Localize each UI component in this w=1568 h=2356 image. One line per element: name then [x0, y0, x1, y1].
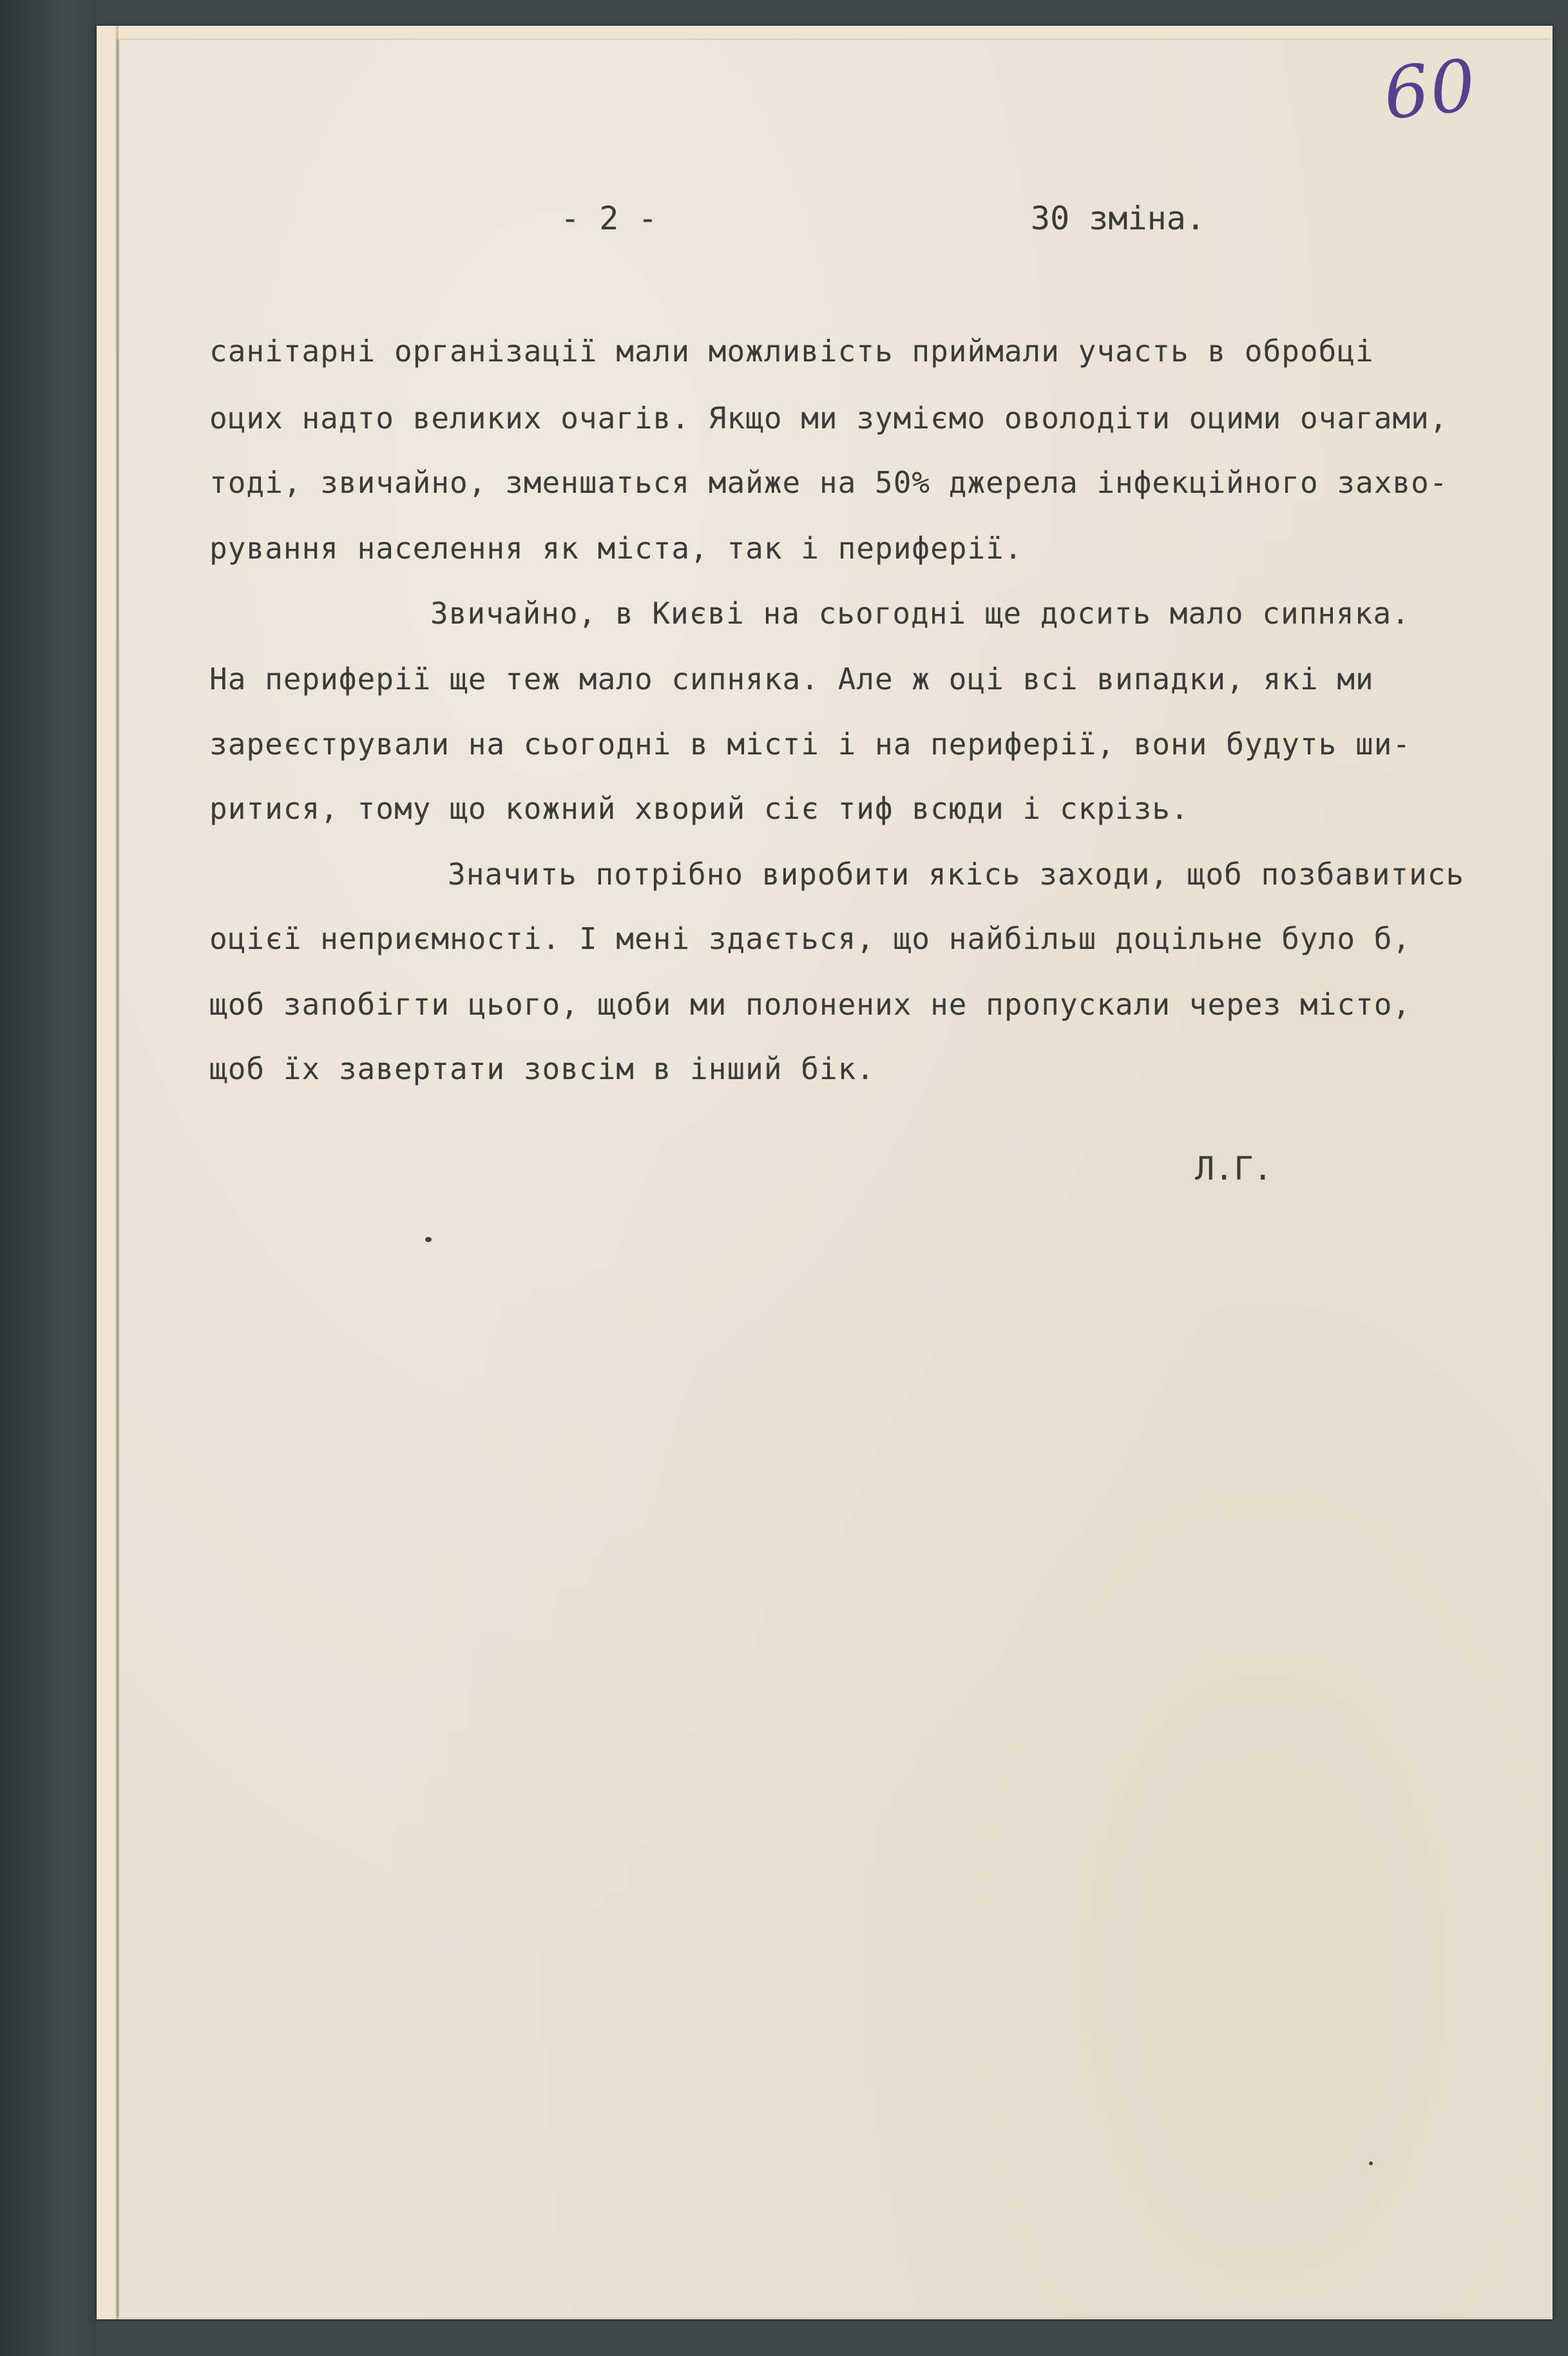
text-line: зареєстрували на сьогодні в місті і на периферії, вони будуть ши- — [209, 727, 1411, 761]
text-line: щоб запобігти цього, щоби ми полонених не пропускали через місто, — [209, 987, 1411, 1022]
text-line: Звичайно, в Києві на сьогодні ще досить мало сипняка. — [430, 596, 1410, 631]
text-line: санітарні організації мали можливість приймали участь в обробці — [209, 334, 1374, 369]
background-edge — [0, 0, 97, 2356]
page-spine — [116, 26, 119, 2319]
folio-number: 60 — [1379, 43, 1481, 136]
text-line: тоді, звичайно, зменшаться майже на 50% джерела інфекційного захво- — [209, 465, 1448, 500]
text-line: щоб їх завертати зовсім в інший бік. — [209, 1051, 875, 1086]
paper-speck — [425, 1237, 432, 1242]
text-line: На периферії ще теж мало сипняка. Але ж оці всі випадки, які ми — [209, 662, 1374, 696]
signature-initials: Л.Г. — [1195, 1150, 1273, 1187]
paper-speck — [1369, 2161, 1373, 2165]
text-line: оцих надто великих очагів. Якщо ми зуміємо оволодіти оцими очагами, — [209, 401, 1448, 436]
text-line: рування населення як міста, так і периферії. — [209, 531, 1023, 566]
shift-number: 30 зміна. — [1031, 200, 1205, 237]
page-number: - 2 - — [560, 200, 658, 237]
text-line: оцієї неприємності. І мені здається, що найбільш доцільне було б, — [209, 921, 1411, 956]
text-line: ритися, тому що кожний хворий сіє тиф всюди і скрізь. — [209, 791, 1189, 826]
text-line: Значить потрібно виробити якісь заходи, щоб позбавитись — [448, 857, 1465, 892]
document-page — [119, 40, 1553, 2317]
